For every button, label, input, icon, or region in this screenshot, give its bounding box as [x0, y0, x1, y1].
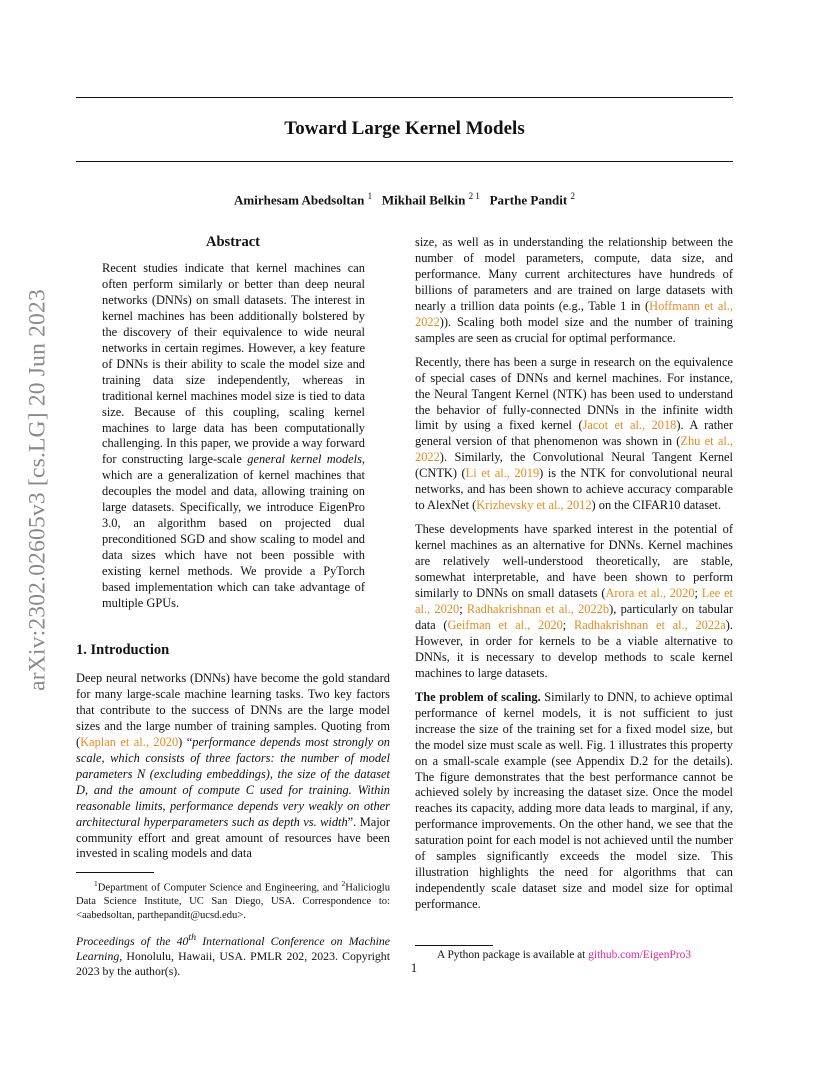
- author-affiliation: 2 1: [468, 191, 480, 201]
- abstract-text: , which are a generalization of kernel machines that decouples the model and data, allowing training on large datasets. Specifically, we introduce EigenPro 3.0, an algorithm based on projected dual preconditioned SGD and show scaling to model and data sizes which have not been possible with existing kernel methods. We provide a PyTorch based implementation which can take advantage of multiple GPUs.: [102, 452, 366, 611]
- citation-link[interactable]: Lee et al., 2020: [415, 586, 733, 616]
- arxiv-identifier: arXiv:2302.02605v3 [cs.LG] 20 Jun 2023: [24, 289, 51, 691]
- intro-quote: performance depends most strongly on scale, which consists of three factors: the number of model parameters N (excluding embeddings), the size of the dataset D, and the amount of compute C used for training. Within reasonable limits, performance depends very weakly on other architectural hyperparameters such as depth vs. width: [76, 734, 390, 829]
- intro-text: ) “: [178, 734, 193, 749]
- right-column: [415, 235, 733, 921]
- title-top-rule: [76, 97, 733, 98]
- citation-link[interactable]: Kaplan et al., 2020: [80, 734, 179, 749]
- abstract-heading: Abstract: [206, 234, 260, 250]
- citation-link[interactable]: Jacot et al., 2018: [582, 418, 677, 433]
- footnote-text: Halicioglu Data Science Institute, UC San Diego, USA. Correspondence to: <aabedsoltan, parthepandit@ucsd.edu>.: [76, 882, 390, 921]
- abstract-text: Recent studies indicate that kernel machines can often perform similarly or better than deep neural networks (DNNs) on small datasets. The interest in kernel machines has been additionally bolstered by the discovery of their equivalence to wide neural networks in certain regimes. However, a key feature of DNNs is their ability to scale the model size and training data size independently, whereas in traditional kernel machines model size is tied to data size. Because of this coupling, scaling kernel machines to large data has been computationally challenging. In this paper, we provide a way forward for constructing large-scale: [102, 261, 365, 467]
- citation-link[interactable]: Krizhevsky et al., 2012: [476, 498, 592, 513]
- proceedings-text: , Honolulu, Hawaii, USA. PMLR 202, 2023. Copyright 2023 by the author(s).: [76, 948, 390, 978]
- author-list: [76, 191, 733, 208]
- paper-title: Toward Large Kernel Models: [284, 118, 525, 139]
- footnote-text: Department of Computer Science and Engineering, and: [97, 882, 342, 894]
- arxiv-stamp: [18, 290, 58, 690]
- page-number: 1: [410, 961, 418, 975]
- footnote-marker: 1: [94, 879, 98, 888]
- section-heading-introduction: 1. Introduction: [76, 642, 170, 658]
- paragraph-text: ) is the NTK for convolutional neural networks, and has been shown to achieve accuracy comparable to AlexNet (: [415, 466, 733, 513]
- footnote-text: A Python package is available at: [437, 949, 589, 961]
- footnote-rule: [415, 945, 493, 946]
- affiliation-footnote: [76, 877, 390, 922]
- paragraph-text: Similarly to DNN, to achieve optimal performance of kernel models, it is not sufficient to just increase the size of the training set for a fixed model size, but the model size must scale as well. Fig. 1 illustrates this property on a small-scale example (see Appendix D.2 for the details). The figure demonstrates that the best performance cannot be achieved solely by increasing the dataset size. Once the model reaches its capacity, adding more data leads to marginal, if any, performance improvements. On the other hand, we see that the saturation point for each model is not achieved until the number of samples significantly exceeds the model size. This illustration highlights the need for algorithms that can independently scale dataset size and model size for optimal performance.: [415, 689, 733, 912]
- paragraph-text: ). However, in order for kernels to be a viable alternative to DNNs, it is necessary to develop methods to scale kernel machines to large datasets.: [415, 617, 733, 680]
- paragraph: [415, 355, 733, 515]
- author-name: Amirhesam Abedsoltan: [234, 192, 365, 208]
- citation-link[interactable]: Geifman et al., 2020: [447, 617, 563, 632]
- github-link[interactable]: github.com/EigenPro3: [588, 949, 692, 961]
- abstract-body: [102, 261, 365, 620]
- footnote-marker: 2: [341, 879, 346, 888]
- citation-link[interactable]: Zhu et al., 2022: [415, 434, 734, 465]
- paragraph-text: ;: [694, 586, 702, 601]
- paragraph-text: These developments have sparked interest in the potential of kernel machines as an alternative for DNNs. Kernel machines are relatively well-understood theoretically, are stable, somewhat interpretable, and have been shown to perform similarly to DNNs on small datasets (: [415, 522, 733, 601]
- introduction-body: [76, 671, 390, 870]
- paragraph-lead: The problem of scaling.: [415, 689, 541, 704]
- paragraph-text: Recently, there has been a surge in research on the equivalence of special cases of DNNs and kernel machines. For instance, the Neural Tangent Kernel (NTK) has been used to understand the behavior of fully-connected DNNs in the infinite width limit by using a fixed kernel (: [415, 354, 733, 433]
- paragraph-text: ;: [459, 601, 467, 616]
- paragraph-text: ;: [562, 617, 574, 632]
- citation-link[interactable]: Radhakrishnan et al., 2022b: [466, 601, 610, 616]
- proceedings-suffix: th: [188, 932, 197, 943]
- intro-text: ”. Major community effort and great amount of resources have been invested in scaling models and data: [76, 814, 390, 861]
- abstract-emphasis: general kernel models: [247, 452, 362, 467]
- author-name: Mikhail Belkin: [381, 192, 466, 208]
- paragraph-text: ). Similarly, the Convolutional Neural Tangent Kernel (CNTK) (: [415, 450, 733, 481]
- paragraph: [415, 690, 733, 913]
- paragraph-text: ) on the CIFAR10 dataset.: [591, 498, 722, 513]
- paragraph-text: ). A rather general version of that phenomenon was shown in (: [415, 418, 733, 449]
- paragraph: [415, 522, 733, 682]
- proceedings-number: 40: [176, 933, 189, 948]
- paragraph: [415, 235, 733, 347]
- paragraph-text: )). Scaling both model size and the number of training samples are seen as crucial for optimal performance.: [415, 314, 733, 345]
- paragraph-text: size, as well as in understanding the relationship between the number of model parameters, compute, data size, and performance. Many current architectures have hundreds of billions of parameters and are trained on large datasets with nearly a trillion data points (e.g., Table 1 in (: [415, 235, 733, 313]
- title-bottom-rule: [76, 161, 733, 162]
- author-affiliation: 2: [570, 191, 575, 201]
- footnote-rule: [76, 872, 154, 873]
- citation-link[interactable]: Hoffmann et al., 2022: [415, 298, 733, 329]
- citation-link[interactable]: Radhakrishnan et al., 2022a: [573, 617, 726, 632]
- author-name: Parthe Pandit: [489, 192, 568, 208]
- proceedings-text: International Conference on Machine Learning: [76, 933, 391, 963]
- citation-link[interactable]: Li et al., 2019: [465, 466, 540, 481]
- citation-link[interactable]: Arora et al., 2020: [605, 586, 695, 601]
- proceedings-text: Proceedings of the: [76, 933, 177, 948]
- author-affiliation: 1: [367, 191, 373, 201]
- intro-text: Deep neural networks (DNNs) have become the gold standard for many large-scale machine learning tasks. Two key factors that contribute to the success of DNNs are the large model sizes and the large number of training samples. Quoting from (: [76, 671, 390, 749]
- paragraph-text: ), particularly on tabular data (: [415, 601, 733, 632]
